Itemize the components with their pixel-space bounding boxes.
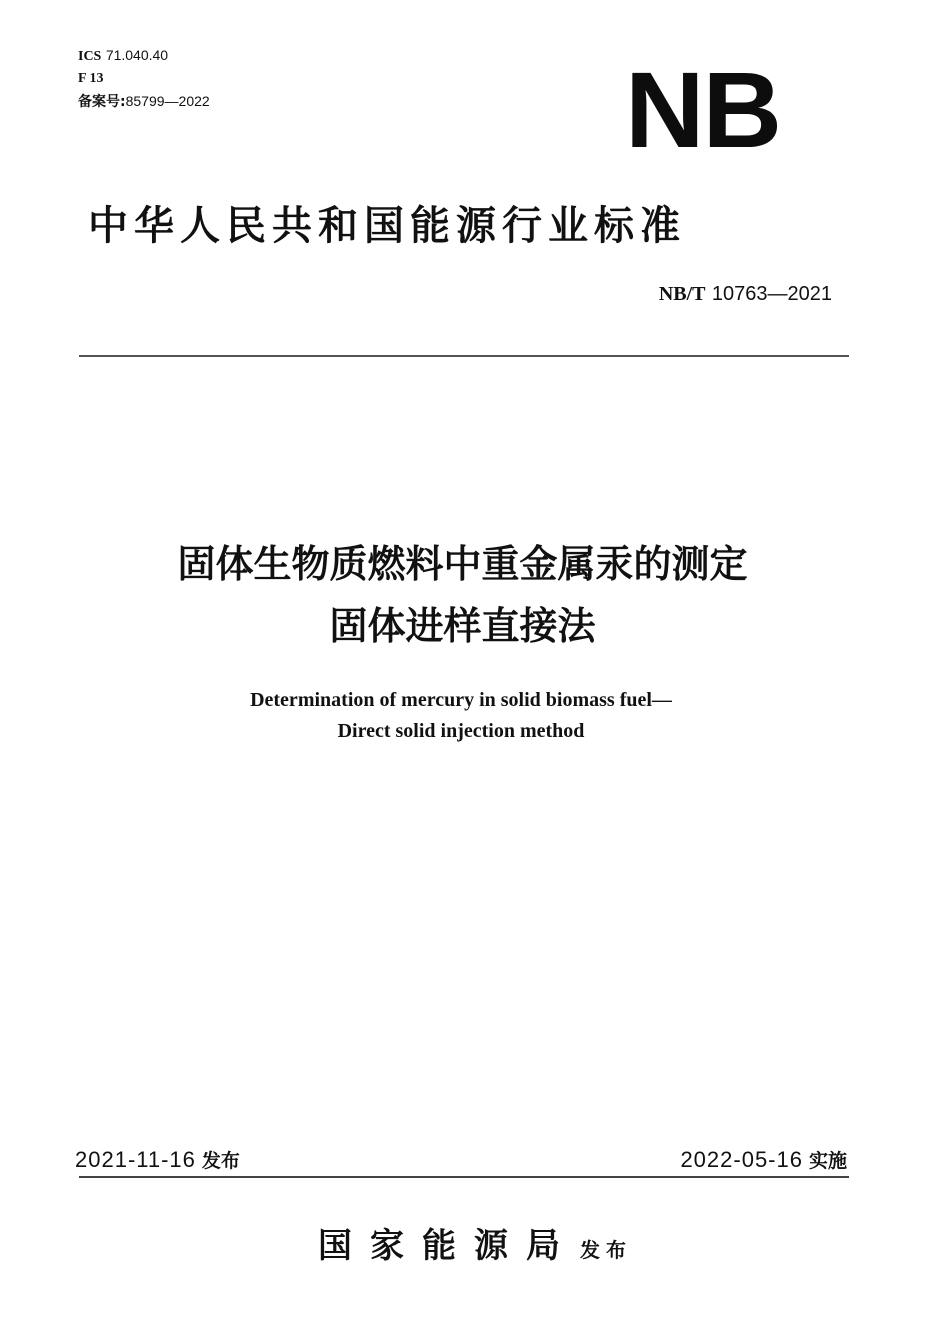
chinese-title-line-1: 固体生物质燃料中重金属汞的测定 (177, 542, 748, 586)
ics-code (78, 44, 210, 68)
publish-date: 2021-11-16 (75, 1147, 196, 1172)
issuer-label: 发布 (580, 1238, 632, 1262)
ccs-code: F 13 (78, 71, 104, 86)
industry-standard-title: 中华人民共和国能源行业标准 (88, 203, 686, 249)
implement-date: 2022-05-16 (680, 1147, 803, 1172)
nb-logo: NB (624, 49, 780, 170)
implement-label: 实施 (808, 1150, 847, 1172)
issuer-block (0, 1218, 950, 1267)
publish-date-block (75, 1146, 240, 1173)
publish-label: 发布 (201, 1150, 240, 1172)
chinese-title-line-2: 固体进样直接法 (329, 604, 596, 648)
standard-prefix: NB/T (658, 283, 706, 305)
ics-label: ICS (78, 49, 102, 64)
english-title-line-1: Determination of mercury in solid biomass fuel— (250, 689, 672, 711)
record-number (78, 90, 210, 113)
standard-code: 10763—2021 (711, 283, 832, 305)
record-label: 备案号: (78, 94, 126, 110)
document-metadata (78, 44, 210, 113)
bottom-divider (79, 1176, 849, 1178)
implement-date-block (680, 1146, 847, 1173)
record-value: 85799—2022 (125, 93, 210, 109)
standard-number (659, 281, 832, 306)
issuer-name: 国家能源局 (318, 1226, 578, 1266)
top-divider (79, 355, 849, 357)
ics-value: 71.040.40 (105, 47, 169, 63)
english-title-line-2: Direct solid injection method (337, 720, 585, 742)
